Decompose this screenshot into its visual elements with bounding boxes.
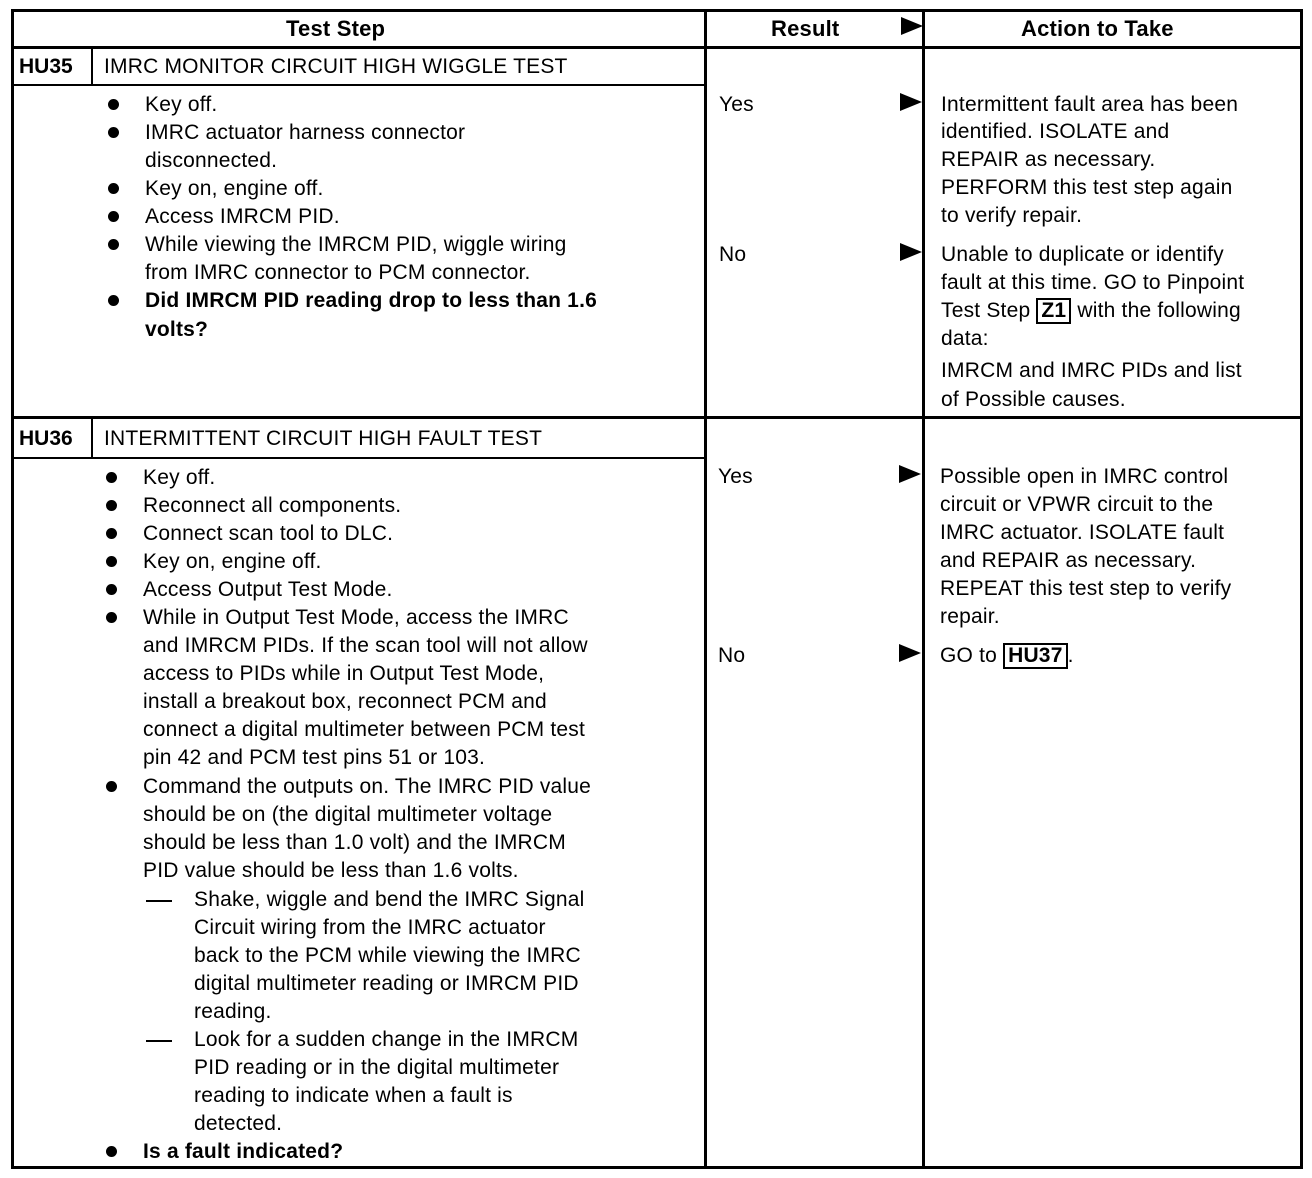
result-arrow-icon xyxy=(899,644,921,662)
bullet-icon xyxy=(106,472,117,483)
hu35-action-no: data: xyxy=(941,327,989,350)
bullet-icon xyxy=(108,239,119,250)
hu36-subline: digital multimeter reading or IMRCM PID xyxy=(194,972,579,995)
ref-link-hu37[interactable]: HU37 xyxy=(1003,643,1068,669)
hu36-line: While in Output Test Mode, access the IMRC xyxy=(143,606,569,629)
hu36-subline: reading to indicate when a fault is xyxy=(194,1084,513,1107)
hu35-result-yes: Yes xyxy=(719,93,754,116)
hu36-line: pin 42 and PCM test pins 51 or 103. xyxy=(143,746,486,769)
hu36-line: Access Output Test Mode. xyxy=(143,578,393,601)
bullet-icon xyxy=(108,295,119,306)
table-border-bottom xyxy=(11,1166,1303,1169)
hu35-action-yes: PERFORM this test step again xyxy=(941,176,1233,199)
table-border-top xyxy=(11,9,1303,12)
step-id-hu35: HU35 xyxy=(19,55,73,78)
hu36-line: Key off. xyxy=(143,466,216,489)
header-arrow-icon xyxy=(901,17,923,35)
hu35-action-no-line xyxy=(941,297,1241,325)
bullet-icon xyxy=(108,127,119,138)
result-arrow-icon xyxy=(899,465,921,483)
hu36-subline: Circuit wiring from the IMRC actuator xyxy=(194,916,546,939)
hu35-line: from IMRC connector to PCM connector. xyxy=(145,261,531,284)
bullet-icon xyxy=(108,183,119,194)
hu36-line: access to PIDs while in Output Test Mode, xyxy=(143,662,545,685)
hu35-line: Key off. xyxy=(145,93,218,116)
hu36-action-yes: IMRC actuator. ISOLATE fault xyxy=(940,521,1225,544)
bullet-icon xyxy=(106,612,117,623)
hu36-result-no: No xyxy=(718,644,746,667)
bullet-icon xyxy=(106,528,117,539)
hu35-action-no: Unable to duplicate or identify xyxy=(941,243,1224,266)
hu35-question: Did IMRCM PID reading drop to less than 1.6 xyxy=(145,289,597,312)
header-divider xyxy=(11,46,1303,49)
column-divider-result xyxy=(704,9,707,1169)
hu35-line: While viewing the IMRCM PID, wiggle wiring xyxy=(145,233,567,256)
hu36-result-yes: Yes xyxy=(718,465,753,488)
hu36-action-no-text: GO to xyxy=(940,644,998,667)
hu36-action-yes: REPEAT this test step to verify xyxy=(940,577,1232,600)
hu36-subline: reading. xyxy=(194,1000,272,1023)
table-border-right xyxy=(1300,9,1303,1169)
hu36-line: connect a digital multimeter between PCM test xyxy=(143,718,586,741)
row-divider xyxy=(11,416,1303,419)
bullet-icon xyxy=(108,99,119,110)
hu36-title-underline xyxy=(11,457,707,459)
hu35-action-yes: Intermittent fault area has been xyxy=(941,93,1239,116)
dash-icon xyxy=(146,1040,172,1042)
bullet-icon xyxy=(106,584,117,595)
hu35-action-no-text: Test Step xyxy=(941,299,1031,322)
column-divider-action xyxy=(922,9,925,1169)
step-id-hu36: HU36 xyxy=(19,427,73,450)
hu36-subline: Shake, wiggle and bend the IMRC Signal xyxy=(194,888,585,911)
dash-icon xyxy=(146,900,172,902)
hu35-line: IMRC actuator harness connector xyxy=(145,121,466,144)
header-action: Action to Take xyxy=(1021,16,1174,41)
table-border-left xyxy=(11,9,14,1169)
result-arrow-icon xyxy=(900,243,922,261)
hu35-line: Key on, engine off. xyxy=(145,177,324,200)
hu36-line: and IMRCM PIDs. If the scan tool will not allow xyxy=(143,634,588,657)
ref-link-z1[interactable]: Z1 xyxy=(1036,298,1071,324)
step-title-hu36: INTERMITTENT CIRCUIT HIGH FAULT TEST xyxy=(104,427,543,450)
hu36-line: Reconnect all components. xyxy=(143,494,402,517)
hu35-action-yes: identified. ISOLATE and xyxy=(941,120,1170,143)
hu35-title-underline xyxy=(11,84,707,86)
hu36-line: PID value should be less than 1.6 volts. xyxy=(143,859,519,882)
hu36-action-yes: and REPAIR as necessary. xyxy=(940,549,1197,572)
hu36-line: Command the outputs on. The IMRC PID value xyxy=(143,775,592,798)
bullet-icon xyxy=(108,211,119,222)
hu36-action-no-text: . xyxy=(1067,644,1074,667)
bullet-icon xyxy=(106,781,117,792)
hu36-line: install a breakout box, reconnect PCM and xyxy=(143,690,547,713)
hu35-action-yes: to verify repair. xyxy=(941,204,1083,227)
hu35-action-no: fault at this time. GO to Pinpoint xyxy=(941,271,1245,294)
hu36-action-yes: Possible open in IMRC control xyxy=(940,465,1229,488)
hu35-action-no: IMRCM and IMRC PIDs and list xyxy=(941,359,1242,382)
hu35-action-no-text: with the following xyxy=(1077,299,1241,322)
hu36-line: Key on, engine off. xyxy=(143,550,322,573)
hu36-line: should be on (the digital multimeter voltage xyxy=(143,803,553,826)
hu36-action-yes: circuit or VPWR circuit to the xyxy=(940,493,1214,516)
hu36-question: Is a fault indicated? xyxy=(143,1140,344,1163)
hu36-subline: Look for a sudden change in the IMRCM xyxy=(194,1028,579,1051)
header-test-step: Test Step xyxy=(286,16,386,41)
hu35-line: disconnected. xyxy=(145,149,278,172)
hu35-question: volts? xyxy=(145,318,209,341)
hu36-id-divider xyxy=(91,418,93,458)
hu36-line: should be less than 1.0 volt) and the IMRCM xyxy=(143,831,566,854)
result-arrow-icon xyxy=(900,93,922,111)
hu36-action-no-line xyxy=(940,642,1074,670)
hu35-action-yes: REPAIR as necessary. xyxy=(941,148,1156,171)
hu36-subline: detected. xyxy=(194,1112,283,1135)
hu35-result-no: No xyxy=(719,243,747,266)
bullet-icon xyxy=(106,1146,117,1157)
hu36-subline: back to the PCM while viewing the IMRC xyxy=(194,944,581,967)
hu35-id-divider xyxy=(91,48,93,85)
hu36-action-yes: repair. xyxy=(940,605,1000,628)
header-result: Result xyxy=(771,16,840,41)
bullet-icon xyxy=(106,500,117,511)
hu36-line: Connect scan tool to DLC. xyxy=(143,522,394,545)
step-title-hu35: IMRC MONITOR CIRCUIT HIGH WIGGLE TEST xyxy=(104,55,568,78)
hu36-subline: PID reading or in the digital multimeter xyxy=(194,1056,560,1079)
bullet-icon xyxy=(106,556,117,567)
hu35-line: Access IMRCM PID. xyxy=(145,205,340,228)
hu35-action-no: of Possible causes. xyxy=(941,388,1126,411)
